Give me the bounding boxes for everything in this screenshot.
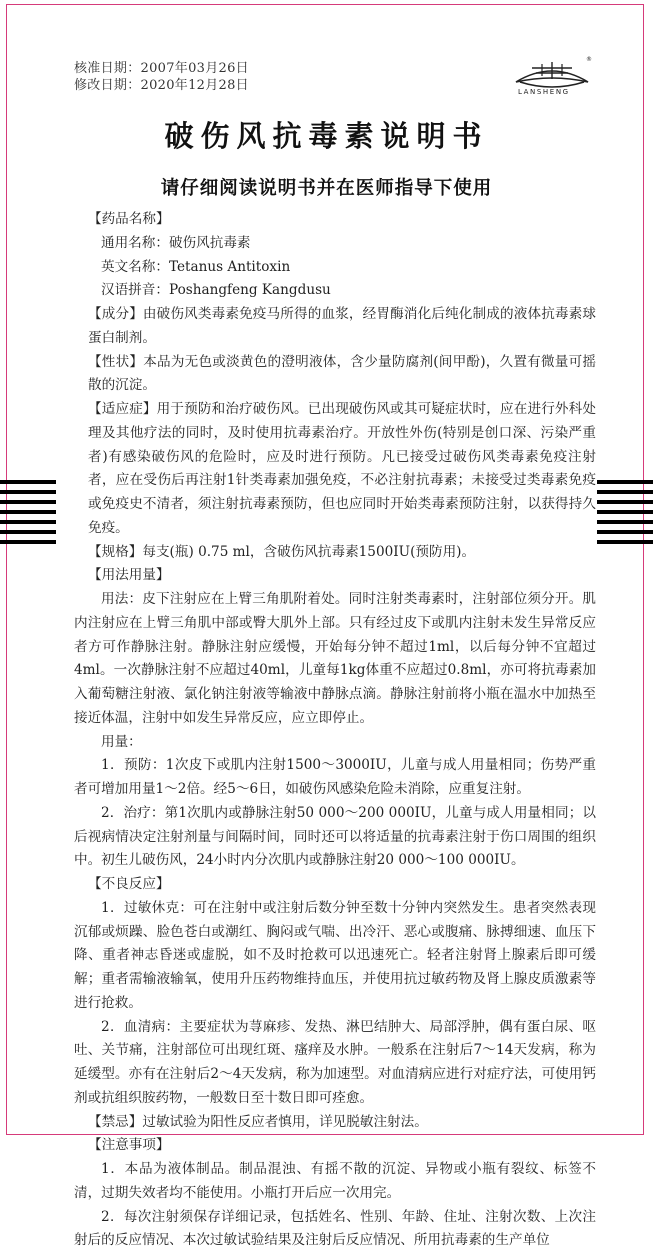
english-name: 英文名称：Tetanus Antitoxin xyxy=(74,256,596,280)
contraindications-section: 【禁忌】过敏试验为阳性反应者慎用，详见脱敏注射法。 xyxy=(74,1111,596,1135)
revision-date: 修改日期：2020年12月28日 xyxy=(74,77,249,94)
precautions-heading: 【注意事项】 xyxy=(74,1134,596,1158)
dosage-label: 用量： xyxy=(74,731,596,755)
pinyin-name: 汉语拼音：Poshangfeng Kangdusu xyxy=(74,279,596,303)
registered-mark: ® xyxy=(586,56,592,63)
description-section: 【性状】本品为无色或淡黄色的澄明液体，含少量防腐剂(间甲酚)，久置有微量可摇散的沉淀。 xyxy=(74,351,596,399)
dosage-treatment: 2．治疗：第1次肌内或静脉注射50 000～200 000IU，儿童与成人用量相同；以后视病情决定注射剂量与间隔时间，同时还可以将适量的抗毒素注射于伤口周围的组织中。初生儿破伤风，24小时内分次肌内或静脉注射20 000～100 000IU。 xyxy=(74,802,596,873)
adverse-anaphylaxis: 1．过敏休克：可在注射中或注射后数分钟至数十分钟内突然发生。患者突然表现沉郁或烦躁、脸色苍白或潮红、胸闷或气喘、出冷汗、恶心或腹痛、脉搏细速、血压下降、重者神志昏迷或虚脱，如不及时抢救可以迅速死亡。轻者注射肾上腺素后即可缓解；重者需输液输氧，使用升压药物维持血压，并使用抗过敏药物及肾上腺皮质激素等进行抢救。 xyxy=(74,897,596,1016)
usage-method: 用法：皮下注射应在上臂三角肌附着处。同时注射类毒素时，注射部位须分开。肌内注射应在上臂三角肌中部或臀大肌外上部。只有经过皮下或肌内注射未发生异常反应者方可作静脉注射。静脉注射应缓慢，开始每分钟不超过1ml，以后每分钟不宜超过4ml。一次静脉注射不应超过40ml，儿童每1kg体重不应超过0.8ml，亦可将抗毒素加入葡萄糖注射液、氯化钠注射液等输液中静脉点滴。静脉注射前将小瓶在温水中加热至接近体温，注射中如发生异常反应，应立即停止。 xyxy=(74,588,596,731)
date-block xyxy=(74,60,249,94)
specification-section: 【规格】每支(瓶) 0.75 ml，含破伤风抗毒素1500IU(预防用)。 xyxy=(74,541,596,565)
adverse-reactions-heading: 【不良反应】 xyxy=(74,873,596,897)
dosage-prevention: 1．预防：1次皮下或肌内注射1500～3000IU，儿童与成人用量相同；伤势严重者可增加用量1～2倍。经5～6日，如破伤风感染危险未消除，应重复注射。 xyxy=(74,754,596,802)
drug-name-heading: 【药品名称】 xyxy=(74,208,596,232)
document-subtitle: 请仔细阅读说明书并在医师指导下使用 xyxy=(0,174,653,200)
logo-text: LANSHENG xyxy=(518,88,570,96)
registration-stripes-right xyxy=(597,480,653,544)
indications-section: 【适应症】用于预防和治疗破伤风。已出现破伤风或其可疑症状时，应在进行外科处理及其他疗法的同时，及时使用抗毒素治疗。开放性外伤(特别是创口深、污染严重者)有感染破伤风的危险时，应及时进行预防。凡已接受过破伤风类毒素免疫注射者，应在受伤后再注射1针类毒素加强免疫，不必注射抗毒素；未接受过类毒素免疫或免疫史不清者，须注射抗毒素预防，但也应同时开始类毒素预防注射，以获得持久免疫。 xyxy=(74,398,596,541)
usage-heading: 【用法用量】 xyxy=(74,564,596,588)
generic-name: 通用名称：破伤风抗毒素 xyxy=(74,232,596,256)
precaution-item: 1．本品为液体制品。制品混浊、有摇不散的沉淀、异物或小瓶有裂纹、标签不清，过期失效者均不能使用。小瓶打开后应一次用完。 xyxy=(74,1158,596,1206)
precaution-item: 2．每次注射须保存详细记录，包括姓名、性别、年龄、住址、注射次数、上次注射后的反应情况、本次过敏试验结果及注射后反应情况、所用抗毒素的生产单位 xyxy=(74,1206,596,1253)
adverse-serum-sickness: 2．血清病：主要症状为荨麻疹、发热、淋巴结肿大、局部浮肿，偶有蛋白尿、呕吐、关节痛，注射部位可出现红斑、瘙痒及水肿。一般系在注射后7～14天发病，称为延缓型。亦有在注射后2～4天发病，称为加速型。对血清病应进行对症疗法，可使用钙剂或抗组织胺药物，一般数日至十数日即可痊愈。 xyxy=(74,1016,596,1111)
composition-section: 【成分】由破伤风类毒素免疫马所得的血浆，经胃酶消化后纯化制成的液体抗毒素球蛋白制剂。 xyxy=(74,303,596,351)
document-title: 破伤风抗毒素说明书 xyxy=(0,114,653,155)
document-body xyxy=(74,208,596,1253)
registration-stripes-left xyxy=(0,480,56,544)
approval-date: 核准日期：2007年03月26日 xyxy=(74,60,249,77)
